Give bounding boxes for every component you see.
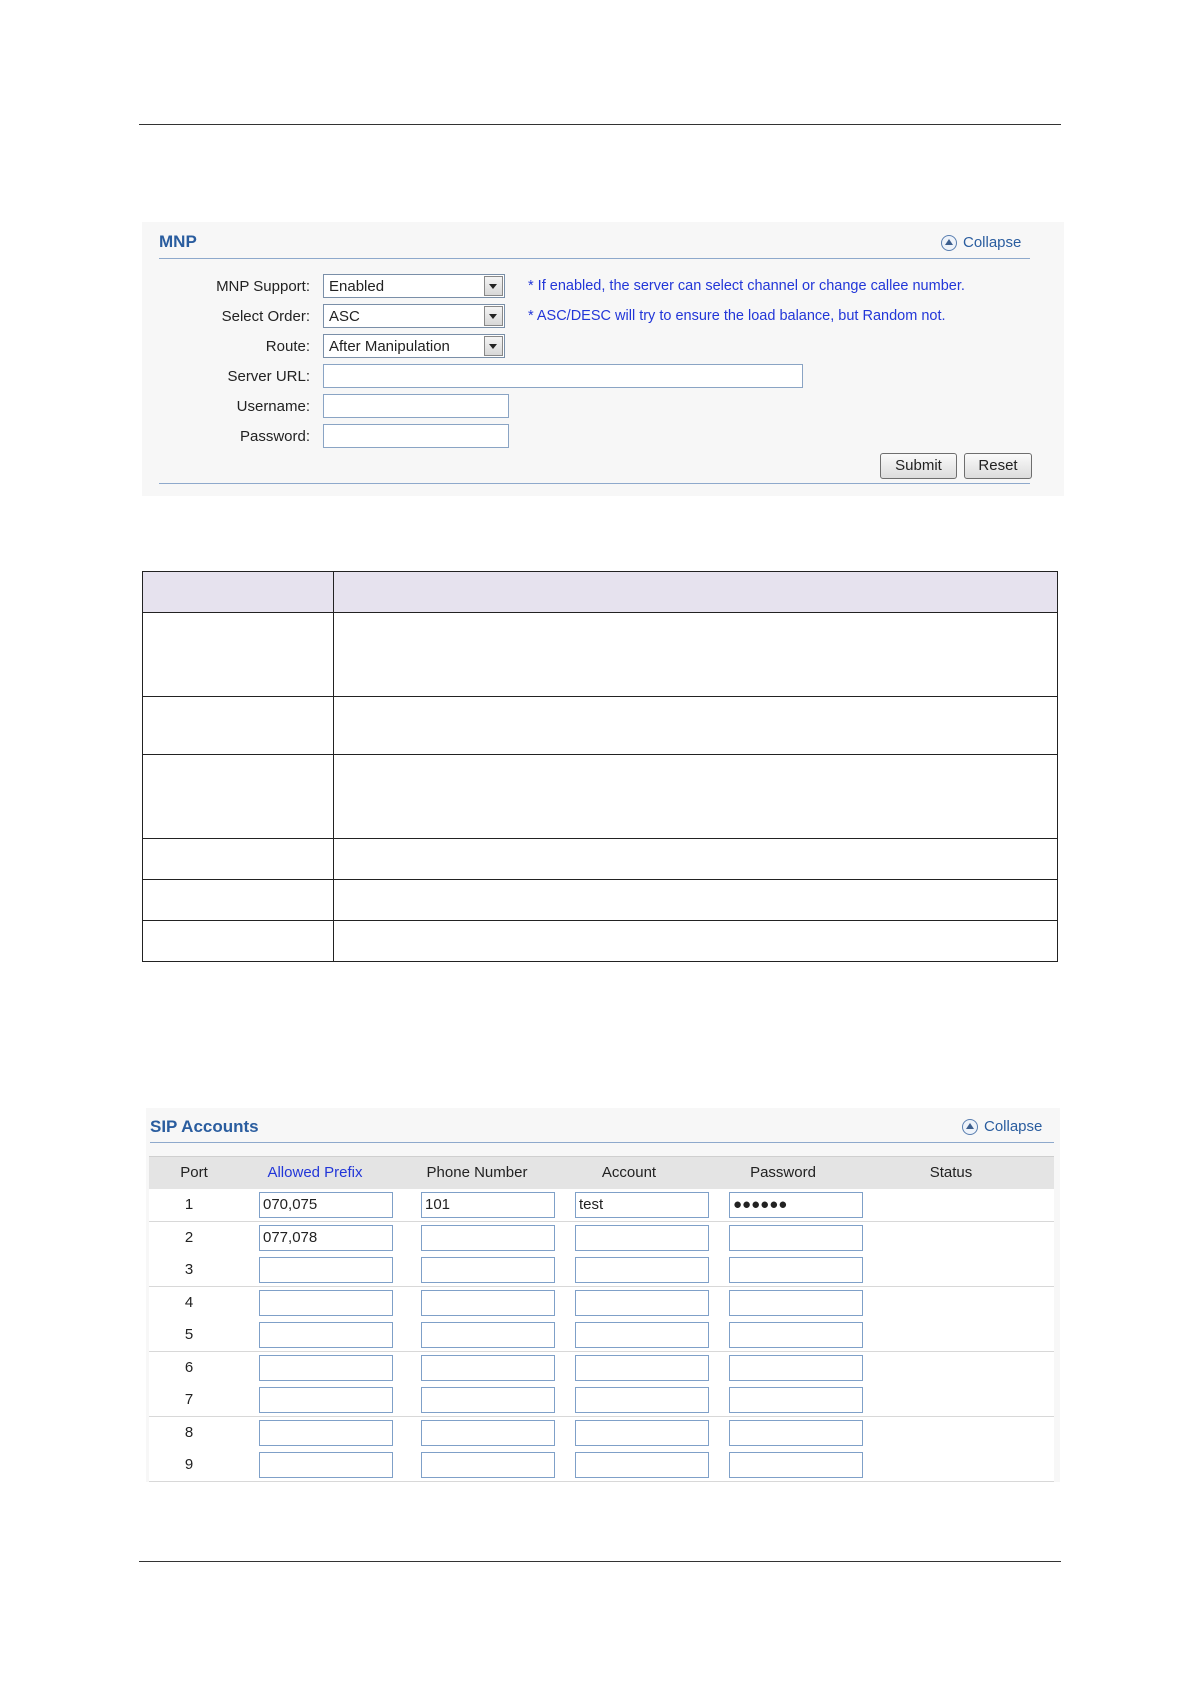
phone-number-input[interactable] xyxy=(421,1290,555,1316)
username-label: Username: xyxy=(236,398,310,415)
account-input[interactable] xyxy=(575,1257,709,1283)
table-cell xyxy=(334,839,1058,880)
mnp-collapse-button[interactable] xyxy=(941,234,1021,251)
sip-title-divider xyxy=(150,1142,1054,1143)
password-input[interactable] xyxy=(729,1420,863,1446)
password-input[interactable]: ●●●●●● xyxy=(729,1192,863,1218)
table-row xyxy=(143,921,1058,962)
table-cell xyxy=(334,880,1058,921)
parameter-table xyxy=(142,571,1058,962)
account-input[interactable] xyxy=(575,1290,709,1316)
route-select[interactable] xyxy=(323,334,505,358)
mnp-panel xyxy=(142,222,1064,496)
table-row xyxy=(149,1287,1054,1320)
table-header-cell xyxy=(143,572,334,613)
account-input[interactable] xyxy=(575,1452,709,1478)
port-number: 3 xyxy=(184,1261,194,1278)
account-input[interactable] xyxy=(575,1420,709,1446)
route-value: After Manipulation xyxy=(329,338,450,355)
collapse-up-icon xyxy=(962,1119,978,1135)
password-input[interactable] xyxy=(729,1322,863,1348)
password-input[interactable] xyxy=(729,1387,863,1413)
collapse-label: Collapse xyxy=(963,234,1022,251)
port-number: 7 xyxy=(184,1391,194,1408)
server-url-label: Server URL: xyxy=(227,368,310,385)
column-header-status: Status xyxy=(929,1164,973,1181)
mnp-title-divider xyxy=(159,258,1030,259)
password-input[interactable] xyxy=(729,1290,863,1316)
table-cell xyxy=(143,839,334,880)
port-number: 6 xyxy=(184,1358,194,1376)
table-cell xyxy=(143,613,334,697)
table-header-row xyxy=(143,572,1058,613)
password-input[interactable] xyxy=(729,1452,863,1478)
port-number: 5 xyxy=(184,1326,194,1343)
password-input[interactable] xyxy=(729,1257,863,1283)
table-cell xyxy=(334,755,1058,839)
mnp-support-note: * If enabled, the server can select channel or change callee number. xyxy=(528,278,965,294)
allowed-prefix-input[interactable] xyxy=(259,1257,393,1283)
allowed-prefix-input[interactable] xyxy=(259,1355,393,1381)
sip-accounts-panel xyxy=(146,1108,1060,1482)
phone-number-input[interactable] xyxy=(421,1452,555,1478)
table-row xyxy=(149,1222,1054,1255)
account-input[interactable] xyxy=(575,1322,709,1348)
sip-title: SIP Accounts xyxy=(150,1117,259,1136)
password-label: Password: xyxy=(239,428,310,445)
phone-number-input[interactable] xyxy=(421,1225,555,1251)
table-row xyxy=(149,1352,1054,1385)
table-cell xyxy=(143,921,334,962)
port-number: 8 xyxy=(184,1423,194,1441)
phone-number-input[interactable] xyxy=(421,1355,555,1381)
table-row xyxy=(149,1254,1054,1287)
sip-collapse-button[interactable] xyxy=(962,1118,1042,1135)
select-order-select[interactable] xyxy=(323,304,505,328)
column-header-phone-number: Phone Number xyxy=(426,1164,528,1181)
table-cell xyxy=(334,921,1058,962)
table-cell xyxy=(143,697,334,755)
phone-number-input[interactable] xyxy=(421,1257,555,1283)
table-row xyxy=(149,1189,1054,1222)
allowed-prefix-input[interactable] xyxy=(259,1452,393,1478)
phone-number-input[interactable] xyxy=(421,1322,555,1348)
server-url-input[interactable] xyxy=(323,364,803,388)
table-cell xyxy=(143,880,334,921)
phone-number-input[interactable] xyxy=(421,1387,555,1413)
header-rule xyxy=(139,124,1061,125)
column-header-password: Password xyxy=(750,1164,816,1181)
account-input[interactable]: test xyxy=(575,1192,709,1218)
column-header-allowed-prefix[interactable]: Allowed Prefix xyxy=(267,1164,363,1181)
phone-number-input[interactable] xyxy=(421,1420,555,1446)
sip-table-header xyxy=(149,1156,1054,1189)
mnp-support-select[interactable] xyxy=(323,274,505,298)
table-row xyxy=(149,1319,1054,1352)
table-row xyxy=(143,880,1058,921)
account-input[interactable] xyxy=(575,1387,709,1413)
allowed-prefix-input[interactable]: 070,075 xyxy=(259,1192,393,1218)
allowed-prefix-input[interactable] xyxy=(259,1387,393,1413)
table-row xyxy=(143,697,1058,755)
dropdown-arrow-icon[interactable] xyxy=(484,276,503,296)
table-row xyxy=(143,613,1058,697)
column-header-port: Port xyxy=(180,1164,208,1181)
dropdown-arrow-icon[interactable] xyxy=(484,336,503,356)
allowed-prefix-input[interactable] xyxy=(259,1420,393,1446)
allowed-prefix-input[interactable] xyxy=(259,1290,393,1316)
mnp-bottom-divider xyxy=(159,483,1030,484)
port-number: 4 xyxy=(184,1293,194,1311)
table-cell xyxy=(334,613,1058,697)
mnp-support-label: MNP Support: xyxy=(216,278,310,295)
password-input[interactable] xyxy=(729,1355,863,1381)
footer-rule xyxy=(139,1561,1061,1562)
reset-button[interactable]: Reset xyxy=(964,453,1032,479)
select-order-label: Select Order: xyxy=(221,308,310,325)
select-order-note: * ASC/DESC will try to ensure the load balance, but Random not. xyxy=(528,308,946,324)
table-cell xyxy=(143,755,334,839)
submit-button[interactable]: Submit xyxy=(880,453,957,479)
select-order-value: ASC xyxy=(329,308,360,325)
password-input[interactable] xyxy=(729,1225,863,1251)
table-cell xyxy=(334,697,1058,755)
allowed-prefix-input[interactable]: 077,078 xyxy=(259,1225,393,1251)
account-input[interactable] xyxy=(575,1355,709,1381)
table-row xyxy=(143,839,1058,880)
table-row xyxy=(149,1384,1054,1417)
collapse-up-icon xyxy=(941,235,957,251)
mnp-support-value: Enabled xyxy=(329,278,385,295)
port-number: 1 xyxy=(184,1196,194,1213)
table-header-cell xyxy=(334,572,1058,613)
username-input[interactable] xyxy=(323,394,509,418)
port-number: 2 xyxy=(184,1228,194,1246)
phone-number-input[interactable]: 101 xyxy=(421,1192,555,1218)
table-row xyxy=(149,1417,1054,1450)
account-input[interactable] xyxy=(575,1225,709,1251)
column-header-account: Account xyxy=(601,1164,657,1181)
table-row xyxy=(143,755,1058,839)
mnp-title: MNP xyxy=(159,232,197,251)
port-number: 9 xyxy=(184,1456,194,1473)
allowed-prefix-input[interactable] xyxy=(259,1322,393,1348)
route-label: Route: xyxy=(265,338,310,355)
dropdown-arrow-icon[interactable] xyxy=(484,306,503,326)
password-input[interactable] xyxy=(323,424,509,448)
collapse-label: Collapse xyxy=(984,1118,1043,1135)
table-row xyxy=(149,1449,1054,1482)
